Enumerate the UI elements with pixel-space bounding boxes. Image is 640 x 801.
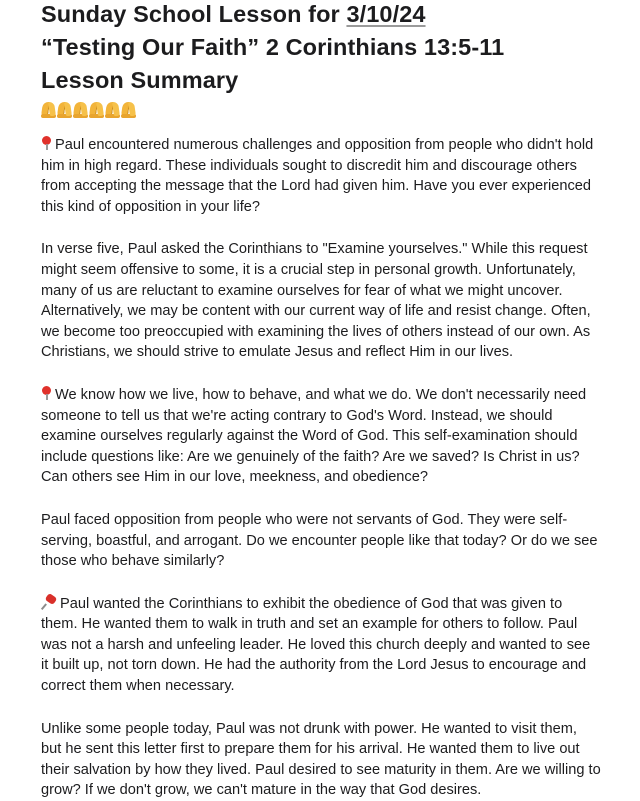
round-pushpin-icon: [41, 386, 52, 400]
paragraph-text: In verse five, Paul asked the Corinthians to "Examine yourselves." While this request might seem offensive to some, it is a crucial step in personal growth. Unfortunately, many of us are reluctant to examine ourselves for fear of what we might uncover. Alternatively, we may be content with our current way of life and resist change. Often, we become too preoccupied with examining the lives of others instead of our own. As Christians, we should strive to emulate Jesus and reflect Him in our lives.: [41, 241, 591, 361]
lesson-subtitle: “Testing Our Faith” 2 Corinthians 13:5-11: [41, 34, 505, 60]
section-heading: Lesson Summary: [41, 67, 239, 93]
folded-hands-icon: [105, 100, 120, 118]
paragraph: [41, 135, 601, 217]
paragraph: [41, 594, 601, 697]
title-prefix: Sunday School Lesson for: [41, 1, 347, 27]
lesson-title: [41, 0, 640, 31]
paragraph: [41, 719, 601, 801]
paragraph-text: Paul encountered numerous challenges and opposition from people who didn't hold him in high regard. These individuals sought to discredit him and discourage others from accepting the message that the Lord had given him. Have you ever experienced this kind of opposition in your life?: [41, 137, 594, 215]
folded-hands-icon: [41, 100, 56, 118]
date-link[interactable]: 3/10/24: [346, 1, 426, 27]
paragraph-text: Paul wanted the Corinthians to exhibit the obedience of God that was given to them. He wanted them to walk in truth and set an example for others to follow. Paul was not a harsh and unfeeling leader. He loved this church deeply and wanted to see it built up, not torn down. He had the authority from the Lord Jesus to encourage and correct them when necessary.: [41, 595, 591, 695]
folded-hands-icon: [89, 100, 104, 118]
paragraph: [41, 385, 601, 488]
paragraph-text: Unlike some people today, Paul was not drunk with power. He wanted to visit them, but he sent this letter first to prepare them for his arrival. He wanted them to live out their salvation by how they lived. Paul desired to see maturity in them. Are we willing to grow? If we don't grow, we can't mature in the way that God desires.: [41, 720, 601, 799]
folded-hands-icon: [57, 100, 72, 118]
paragraph-text: Paul faced opposition from people who were not servants of God. They were self-serving, boastful, and arrogant. Do we encounter people like that today? Or do we see those who behave similarly?: [41, 511, 598, 570]
folded-hands-icon: [73, 100, 88, 118]
pushpin-icon: [41, 595, 57, 609]
paragraph-text: We know how we live, how to behave, and what we do. We don't necessarily need someone to tell us that we're acting contrary to God's Word. Instead, we should examine ourselves regularly against the Word of God. This self-examination should include questions like: Are we genuinely of the faith? Are we saved? Is Christ in us? Can others see Him in our love, meekness, and obedience?: [41, 386, 587, 486]
round-pushpin-icon: [41, 136, 52, 150]
folded-hands-icon: [121, 100, 136, 118]
paragraph: [41, 239, 601, 363]
paragraph: [41, 510, 601, 572]
emoji-row: [41, 97, 640, 123]
